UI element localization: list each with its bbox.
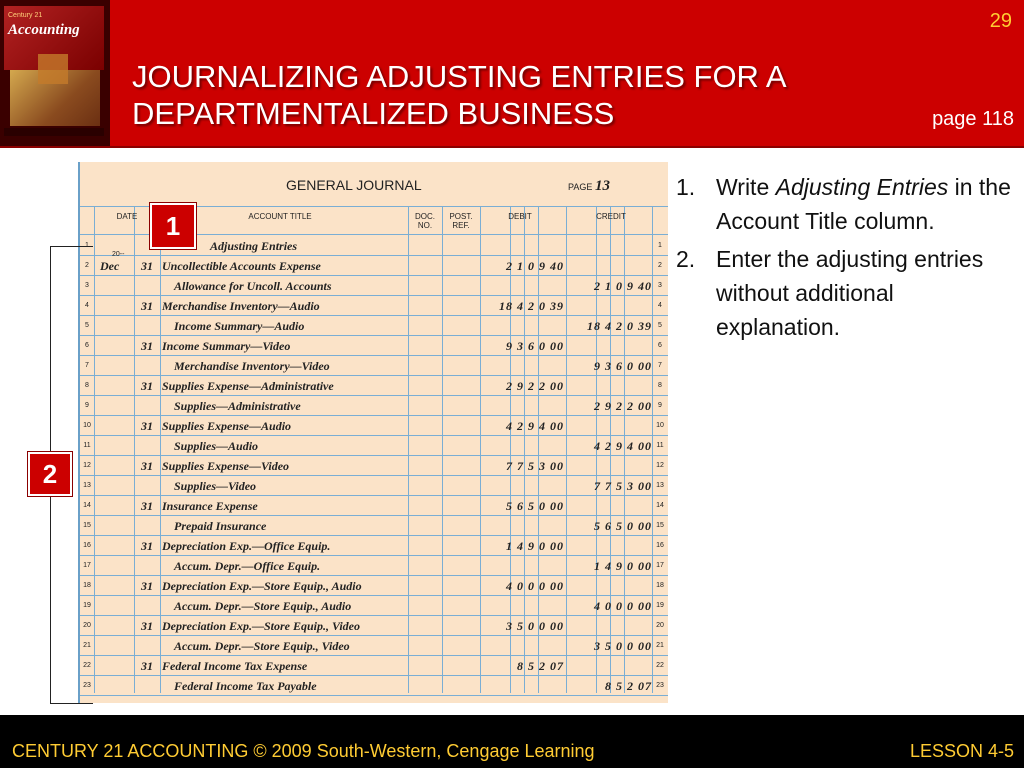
- line-number-right: 23: [656, 682, 664, 689]
- journal-row: [80, 575, 668, 595]
- debit-amount: 18 4 2 0 39: [499, 299, 564, 313]
- account-title: Supplies Expense—Video: [162, 459, 290, 473]
- line-number-left: 2: [85, 262, 89, 269]
- account-title: Supplies—Audio: [174, 439, 259, 453]
- account-title: Merchandise Inventory—Video: [174, 359, 330, 373]
- line-number-right: 5: [658, 322, 662, 329]
- account-title: Supplies Expense—Administrative: [162, 379, 334, 393]
- book-cover-square: [38, 54, 68, 84]
- journal-row: [80, 635, 668, 655]
- account-title: Depreciation Exp.—Store Equip., Audio: [162, 579, 362, 593]
- journal-row: [80, 395, 668, 415]
- line-number-right: 11: [656, 442, 664, 449]
- line-number-right: 20: [656, 622, 664, 629]
- line-number-left: 23: [83, 682, 91, 689]
- journal-row: [80, 275, 668, 295]
- date-day: 31: [141, 579, 153, 593]
- instruction-item-1: [676, 170, 1016, 238]
- instruction-text: Write: [716, 174, 776, 200]
- date-day: 31: [141, 379, 153, 393]
- debit-amount: 3 5 0 0 00: [506, 619, 564, 633]
- line-number-left: 17: [83, 562, 91, 569]
- credit-amount: 4 0 0 0 00: [594, 599, 652, 613]
- line-number-left: 22: [83, 662, 91, 669]
- slide-title-line2: DEPARTMENTALIZED BUSINESS: [132, 96, 615, 131]
- page-reference: page 118: [932, 108, 1014, 130]
- line-number-left: 21: [83, 642, 91, 649]
- account-title: Supplies—Administrative: [174, 399, 301, 413]
- line-number-left: 15: [83, 522, 91, 529]
- instruction-number: 2.: [676, 246, 696, 272]
- debit-amount: 7 7 5 3 00: [506, 459, 564, 473]
- line-number-right: 2: [658, 262, 662, 269]
- credit-amount: 2 9 2 2 00: [594, 399, 652, 413]
- debit-amount: 9 3 6 0 00: [506, 339, 564, 353]
- callout-badge-2: 2: [28, 452, 72, 496]
- line-number-right: 7: [658, 362, 662, 369]
- instruction-number: 1.: [676, 174, 696, 200]
- date-month: Dec: [100, 259, 120, 273]
- journal-row: [80, 315, 668, 335]
- account-title: Merchandise Inventory—Audio: [162, 299, 320, 313]
- date-day: 31: [141, 459, 153, 473]
- journal-row: [80, 455, 668, 475]
- line-number-right: 18: [656, 582, 664, 589]
- line-number-right: 13: [656, 482, 664, 489]
- credit-amount: 9 3 6 0 00: [594, 359, 652, 373]
- date-day: 31: [141, 619, 153, 633]
- instruction-text: Enter the adjusting entries without additional explanation.: [716, 246, 984, 340]
- account-title: Allowance for Uncoll. Accounts: [174, 279, 332, 293]
- line-number-right: 21: [656, 642, 664, 649]
- date-year: 20--: [112, 251, 125, 258]
- date-day: 31: [141, 299, 153, 313]
- debit-amount: 4 0 0 0 00: [506, 579, 564, 593]
- date-day: 31: [141, 339, 153, 353]
- book-cover-subtitle: Century 21: [8, 12, 43, 19]
- line-number-right: 14: [656, 502, 664, 509]
- line-number-left: 11: [83, 442, 91, 449]
- journal-row: [80, 295, 668, 315]
- account-title: Supplies Expense—Audio: [162, 419, 292, 433]
- account-title: Depreciation Exp.—Store Equip., Video: [162, 619, 361, 633]
- journal-row: [80, 535, 668, 555]
- debit-amount: 4 2 9 4 00: [506, 419, 564, 433]
- line-number-left: 8: [85, 382, 89, 389]
- line-number-left: 5: [85, 322, 89, 329]
- date-day: 31: [141, 419, 153, 433]
- journal-row: [80, 615, 668, 635]
- journal-row: [80, 515, 668, 535]
- debit-amount: 1 4 9 0 00: [506, 539, 564, 553]
- line-number-right: 10: [656, 422, 664, 429]
- line-number-left: 7: [85, 362, 89, 369]
- col-header-account-title: ACCOUNT TITLE: [248, 212, 312, 221]
- date-day: 31: [141, 659, 153, 673]
- journal-page-label: PAGE: [568, 182, 593, 192]
- col-header-debit: DEBIT: [508, 212, 532, 221]
- line-number-right: 9: [658, 402, 662, 409]
- instruction-emphasis: Adjusting Entries: [775, 174, 949, 200]
- account-title: Supplies—Video: [174, 479, 257, 493]
- account-title: Accum. Depr.—Store Equip., Audio: [174, 599, 352, 613]
- journal-row: [80, 595, 668, 615]
- line-number-right: 19: [656, 602, 664, 609]
- debit-amount: 2 1 0 9 40: [506, 259, 564, 273]
- textbook-cover-image: [0, 0, 110, 146]
- footer-copyright: CENTURY 21 ACCOUNTING © 2009 South-Western, Cengage Learning: [12, 741, 595, 761]
- journal-row: [80, 335, 668, 355]
- account-title: Depreciation Exp.—Office Equip.: [162, 539, 331, 553]
- line-number-left: 14: [83, 502, 91, 509]
- account-title: Accum. Depr.—Office Equip.: [174, 559, 321, 573]
- debit-amount: 2 9 2 2 00: [506, 379, 564, 393]
- line-number-right: 4: [658, 302, 662, 309]
- callout-badge-1: 1: [150, 203, 196, 249]
- slide-title: [132, 58, 787, 132]
- credit-amount: 4 2 9 4 00: [594, 439, 652, 453]
- line-number-left: 9: [85, 402, 89, 409]
- instruction-item-2: [676, 242, 1016, 344]
- footer-lesson: LESSON 4-5: [909, 741, 1014, 761]
- journal-row: [80, 415, 668, 435]
- debit-amount: 8 5 2 07: [517, 659, 564, 673]
- account-title: Income Summary—Video: [162, 339, 291, 353]
- credit-amount: 2 1 0 9 40: [594, 279, 652, 293]
- account-title: Prepaid Insurance: [174, 519, 267, 533]
- credit-amount: 8 5 2 07: [605, 679, 652, 693]
- account-title: Federal Income Tax Payable: [174, 679, 317, 693]
- date-day: 31: [141, 539, 153, 553]
- col-header-post-ref: POST. REF.: [449, 212, 473, 230]
- line-number-left: 4: [85, 302, 89, 309]
- debit-amount: 5 6 5 0 00: [506, 499, 564, 513]
- account-title: Uncollectible Accounts Expense: [162, 259, 321, 273]
- line-number-left: 12: [83, 462, 91, 469]
- credit-amount: 1 4 9 0 00: [594, 559, 652, 573]
- line-number-left: 19: [83, 602, 91, 609]
- date-day: 31: [141, 499, 153, 513]
- col-header-date: DATE: [116, 212, 138, 221]
- journal-row: [80, 435, 668, 455]
- line-number-right: 22: [656, 662, 664, 669]
- slide-title-line1: JOURNALIZING ADJUSTING ENTRIES FOR A: [132, 59, 787, 94]
- credit-amount: 5 6 5 0 00: [594, 519, 652, 533]
- instruction-text: in the Account Title column.: [716, 174, 1011, 234]
- journal-page-number: 13: [595, 178, 610, 194]
- credit-amount: 18 4 2 0 39: [587, 319, 652, 333]
- journal-row: [80, 495, 668, 515]
- row-rule: [80, 695, 668, 696]
- date-day: 31: [141, 259, 153, 273]
- account-title: Insurance Expense: [162, 499, 258, 513]
- journal-row: [80, 251, 668, 275]
- line-number-left: 1: [85, 242, 89, 249]
- line-number-right: 17: [656, 562, 664, 569]
- journal-title: GENERAL JOURNAL: [286, 177, 422, 193]
- instruction-list: [676, 170, 1016, 348]
- line-number-left: 18: [83, 582, 91, 589]
- line-number-right: 6: [658, 342, 662, 349]
- account-title: Accum. Depr.—Store Equip., Video: [174, 639, 350, 653]
- journal-row: [80, 375, 668, 395]
- credit-amount: 7 7 5 3 00: [594, 479, 652, 493]
- line-number-right: 16: [656, 542, 664, 549]
- account-title: Income Summary—Audio: [174, 319, 305, 333]
- line-number-left: 16: [83, 542, 91, 549]
- journal-row: [80, 475, 668, 495]
- line-number-left: 20: [83, 622, 91, 629]
- line-number-right: 12: [656, 462, 664, 469]
- journal-row: [80, 355, 668, 375]
- credit-amount: 3 5 0 0 00: [594, 639, 652, 653]
- book-cover-title: Accounting: [8, 22, 80, 38]
- slide-number: 29: [989, 10, 1012, 32]
- journal-row: [80, 555, 668, 575]
- account-title: Adjusting Entries: [210, 239, 298, 253]
- line-number-right: 8: [658, 382, 662, 389]
- journal-row: [80, 675, 668, 695]
- line-number-left: 6: [85, 342, 89, 349]
- account-title: Federal Income Tax Expense: [162, 659, 308, 673]
- book-cover-band: [4, 128, 104, 136]
- slide-footer: [0, 715, 1024, 768]
- col-header-credit: CREDIT: [596, 212, 626, 221]
- line-number-right: 3: [658, 282, 662, 289]
- line-number-right: 15: [656, 522, 664, 529]
- line-number-left: 3: [85, 282, 89, 289]
- line-number-left: 13: [83, 482, 91, 489]
- journal-row: [80, 655, 668, 675]
- line-number-left: 10: [83, 422, 91, 429]
- slide-header: [0, 0, 1024, 148]
- line-number-right: 1: [658, 242, 662, 249]
- col-header-doc-no: DOC. NO.: [415, 212, 435, 230]
